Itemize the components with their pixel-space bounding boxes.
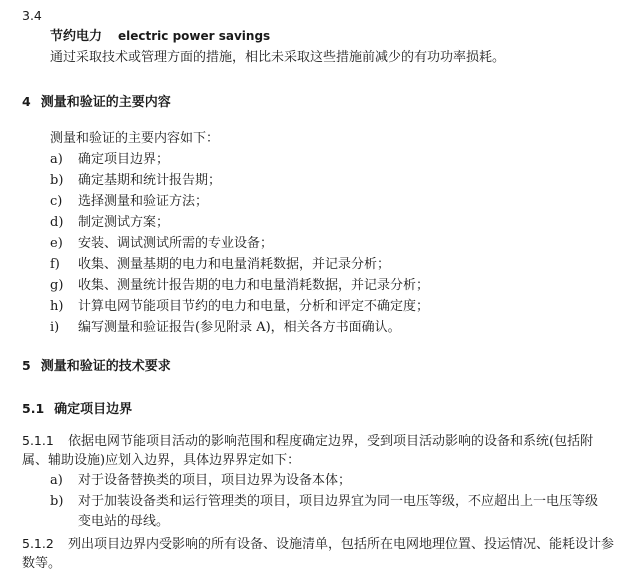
- clause-5-1-1-continuation: 属、辅助设施)应划入边界，具体边界界定如下：: [22, 453, 301, 468]
- list-item-label: g): [50, 278, 64, 293]
- list-item: [50, 194, 208, 210]
- list-item-label: i): [50, 320, 60, 335]
- section-4-intro: 测量和验证的主要内容如下：: [50, 131, 220, 146]
- list-item: [50, 494, 598, 510]
- list-item-text: 计算电网节能项目节约的电力和电量，分析和评定不确定度；: [78, 299, 430, 314]
- list-item: [50, 299, 429, 315]
- list-item-text: 确定项目边界；: [78, 152, 170, 167]
- section-4-title: 测量和验证的主要内容: [40, 95, 171, 110]
- list-item-text: 收集、测量基期的电力和电量消耗数据，并记录分析；: [78, 257, 391, 272]
- list-item-label: a): [50, 473, 63, 488]
- list-item-text: 确定基期和统计报告期；: [78, 173, 222, 188]
- list-item-label: e): [50, 236, 63, 251]
- list-item-text: 对于设备替换类的项目，项目边界为设备本体；: [78, 473, 352, 488]
- term-entry: [50, 28, 270, 45]
- list-item: [50, 215, 169, 231]
- clause-5-1-2-text: 列出项目边界内受影响的所有设备、设施清单，包括所在电网地理位置、投运情况、能耗设计参: [68, 537, 615, 552]
- clause-5-1-1-text: 依据电网节能项目活动的影响范围和程度确定边界，受到项目活动影响的设备和系统(包括附: [68, 434, 594, 449]
- list-item-text: 编写测量和验证报告(参见附录 A)，相关各方书面确认。: [78, 320, 401, 335]
- term-chinese: 节约电力: [50, 29, 103, 44]
- list-item-label: f): [50, 257, 60, 272]
- clause-5-1-1-number: 5.1.1: [22, 433, 54, 448]
- section-5-number: 5: [22, 358, 31, 373]
- clause-5-1-1: [22, 433, 593, 450]
- section-4-number: 4: [22, 94, 31, 109]
- list-item-text: 制定测试方案；: [78, 215, 170, 230]
- list-item: [50, 320, 401, 336]
- list-item: [50, 152, 169, 168]
- term-definition: 通过采取技术或管理方面的措施，相比未采取这些措施前减少的有功功率损耗。: [50, 50, 506, 65]
- clause-5-1-2-number: 5.1.2: [22, 536, 54, 551]
- list-item: [50, 278, 429, 294]
- section-5-1-number: 5.1: [22, 401, 45, 416]
- list-item-text: 收集、测量统计报告期的电力和电量消耗数据，并记录分析；: [78, 278, 430, 293]
- list-item-label: c): [50, 194, 63, 209]
- section-5-title: 测量和验证的技术要求: [40, 359, 171, 374]
- section-5-heading: [22, 358, 171, 375]
- list-item: [50, 257, 390, 273]
- list-item-label: b): [50, 494, 64, 509]
- list-item-label: h): [50, 299, 64, 314]
- list-item-text: 安装、调试测试所需的专业设备；: [78, 236, 274, 251]
- term-english: electric power savings: [118, 29, 271, 43]
- list-item-text: 对于加装设备类和运行管理类的项目，项目边界宜为同一电压等级，不应超出上一电压等级: [78, 494, 599, 509]
- section-4-heading: [22, 94, 171, 111]
- list-item-continuation: 变电站的母线。: [78, 514, 170, 529]
- list-item-text: 选择测量和验证方法；: [78, 194, 209, 209]
- clause-5-1-2-continuation: 数等。: [22, 556, 62, 571]
- list-item-label: d): [50, 215, 64, 230]
- list-item-label: b): [50, 173, 64, 188]
- clause-3-4-number: 3.4: [22, 8, 42, 23]
- section-5-1-title: 确定项目边界: [54, 402, 133, 417]
- list-item-label: a): [50, 152, 63, 167]
- list-item: [50, 236, 273, 252]
- section-5-1-heading: [22, 401, 132, 418]
- list-item: [50, 173, 221, 189]
- list-item: [50, 473, 351, 489]
- clause-5-1-2: [22, 536, 614, 553]
